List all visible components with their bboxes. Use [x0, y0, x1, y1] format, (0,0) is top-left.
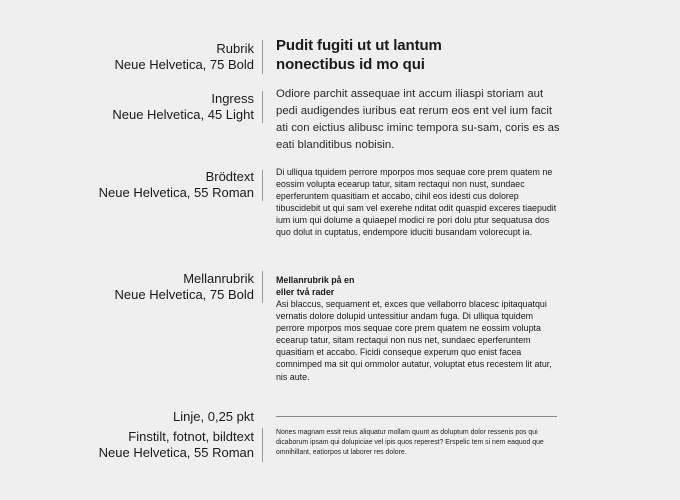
- finstilt-label: Finstilt, fotnot, bildtext: [128, 429, 254, 444]
- rubrik-label-block: [115, 41, 254, 73]
- brodtext-divider: [262, 170, 263, 201]
- linje-label: Linje, 0,25 pkt: [173, 409, 254, 424]
- rubrik-label: Rubrik: [216, 41, 254, 56]
- brodtext-label: Brödtext: [205, 169, 254, 184]
- brodtext-font: Neue Helvetica, 55 Roman: [98, 185, 254, 200]
- ingress-sample: Odiore parchit assequae int accum iliaspi storiam aut pedi audigendes iuribus eat rerum eos ent vel ium facit ati con eictius alibusc iminc tempora su-sam, coris es as eati blanditibus nobisin.: [276, 88, 560, 151]
- mellanrubrik-sample: Asi blaccus, sequament et, exces que vellaborro blacesc ipitaquatqui vernatis dolore dolupid untessitiur andam fuga. Di ulliqua tquidem perrore mporpos mos sequae core prem quatem ne eossim volupta ecearup tatur, sitam rectaqui non nus net, sundaec eperferuntem quasitiam et accabo. Ficidi conseque experum quo enist facea comnimped ma sit qui ommolor autatur, voluptat etus recestem lit atur, nis aute.: [276, 299, 552, 382]
- brodtext-label-block: [99, 169, 254, 201]
- finstilt-sample: Nones magnam essit reius aliquatur mollam quunt as doluptum dolor ressenis pos qui dicaborum ipsam qui dolupiciae vel ipis quos reperest? Erspelic tem si nem eaquod que omnihillant, eatiorpos ut laborer res dolore.: [276, 429, 544, 456]
- rubrik-font: Neue Helvetica, 75 Bold: [114, 57, 254, 72]
- rubrik-sample: Pudit fugiti ut ut lantum nonectibus id mo qui: [276, 37, 442, 73]
- linje-label-block: [173, 409, 254, 425]
- mellanrubrik-label-block: [115, 271, 254, 303]
- mellanrubrik-font: Neue Helvetica, 75 Bold: [114, 287, 254, 302]
- mellanrubrik-heading: Mellanrubrik på en eller två rader: [276, 275, 355, 297]
- ingress-divider: [262, 91, 263, 123]
- ingress-label-block: [112, 91, 254, 123]
- linje-sample-rule: [276, 416, 557, 417]
- ingress-label: Ingress: [211, 91, 254, 106]
- mellanrubrik-divider: [262, 271, 263, 303]
- brodtext-sample: Di ulliqua tquidem perrore mporpos mos sequae core prem quatem ne eossim volupta ecearup tatur, sitam rectaqui non nust, sundaec eperferuntem quasitiam et accabo, cihil eos idesti cus dolorep tibuscidebit ut qui sam vel exerehe nditat odit quaspid exceres tiaepudit ium ium qui dolume a quiaepel modici re pori dolu ptur sequatusa dos quo dolut in cuptatus, endempore iduciti busandam volorecupt ia.: [276, 167, 557, 238]
- ingress-font: Neue Helvetica, 45 Light: [112, 107, 254, 122]
- mellanrubrik-label: Mellanrubrik: [183, 271, 254, 286]
- mellanrubrik-sample-block: [276, 274, 560, 383]
- finstilt-label-block: [99, 429, 254, 461]
- finstilt-divider: [262, 428, 263, 462]
- finstilt-font: Neue Helvetica, 55 Roman: [98, 445, 254, 460]
- rubrik-divider: [262, 40, 263, 74]
